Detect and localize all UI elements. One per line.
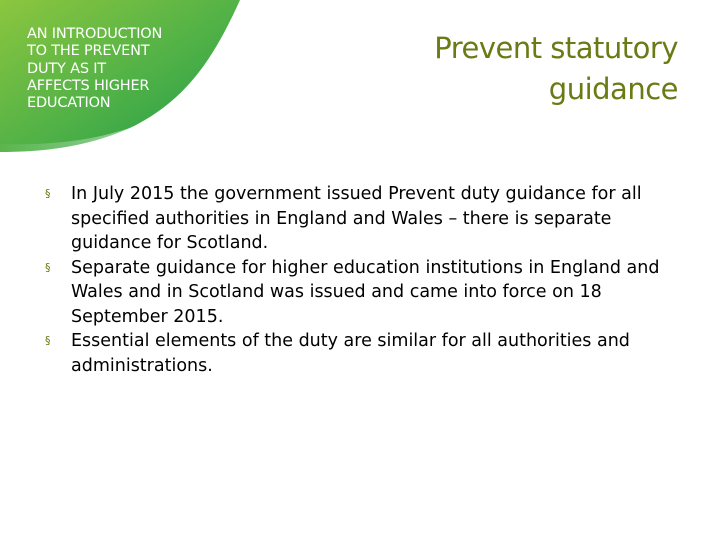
- bullet-text: In July 2015 the government issued Prevent duty guidance for all specified authorities in England and Wales – there is separate guidance for Scotland.: [71, 184, 642, 253]
- series-title-line: DUTY AS IT: [27, 60, 106, 77]
- bullet-marker-icon: §: [45, 260, 51, 274]
- series-title-line: TO THE PREVENT: [27, 43, 150, 60]
- presentation-series-title: [27, 26, 202, 112]
- slide-title-line: Prevent statutory: [434, 31, 678, 65]
- bullet-marker-icon: §: [45, 187, 51, 200]
- bullet-item: [42, 182, 682, 256]
- slide-title: [338, 28, 678, 110]
- series-title-line: AFFECTS HIGHER: [27, 77, 150, 94]
- slide-title-line: guidance: [548, 72, 678, 106]
- bullet-text: Essential elements of the duty are similar for all authorities and administrations.: [71, 331, 630, 376]
- bullet-text: Separate guidance for higher education institutions in England and Wales and in Scotland was issued and came into force on 18 September 2015.: [71, 257, 660, 327]
- bullet-item: [42, 256, 682, 330]
- bullet-item: [42, 329, 682, 378]
- series-title-line: EDUCATION: [27, 95, 111, 112]
- bullet-marker-icon: §: [45, 334, 51, 347]
- bullet-list: [42, 182, 682, 378]
- series-title-line: AN INTRODUCTION: [27, 26, 163, 42]
